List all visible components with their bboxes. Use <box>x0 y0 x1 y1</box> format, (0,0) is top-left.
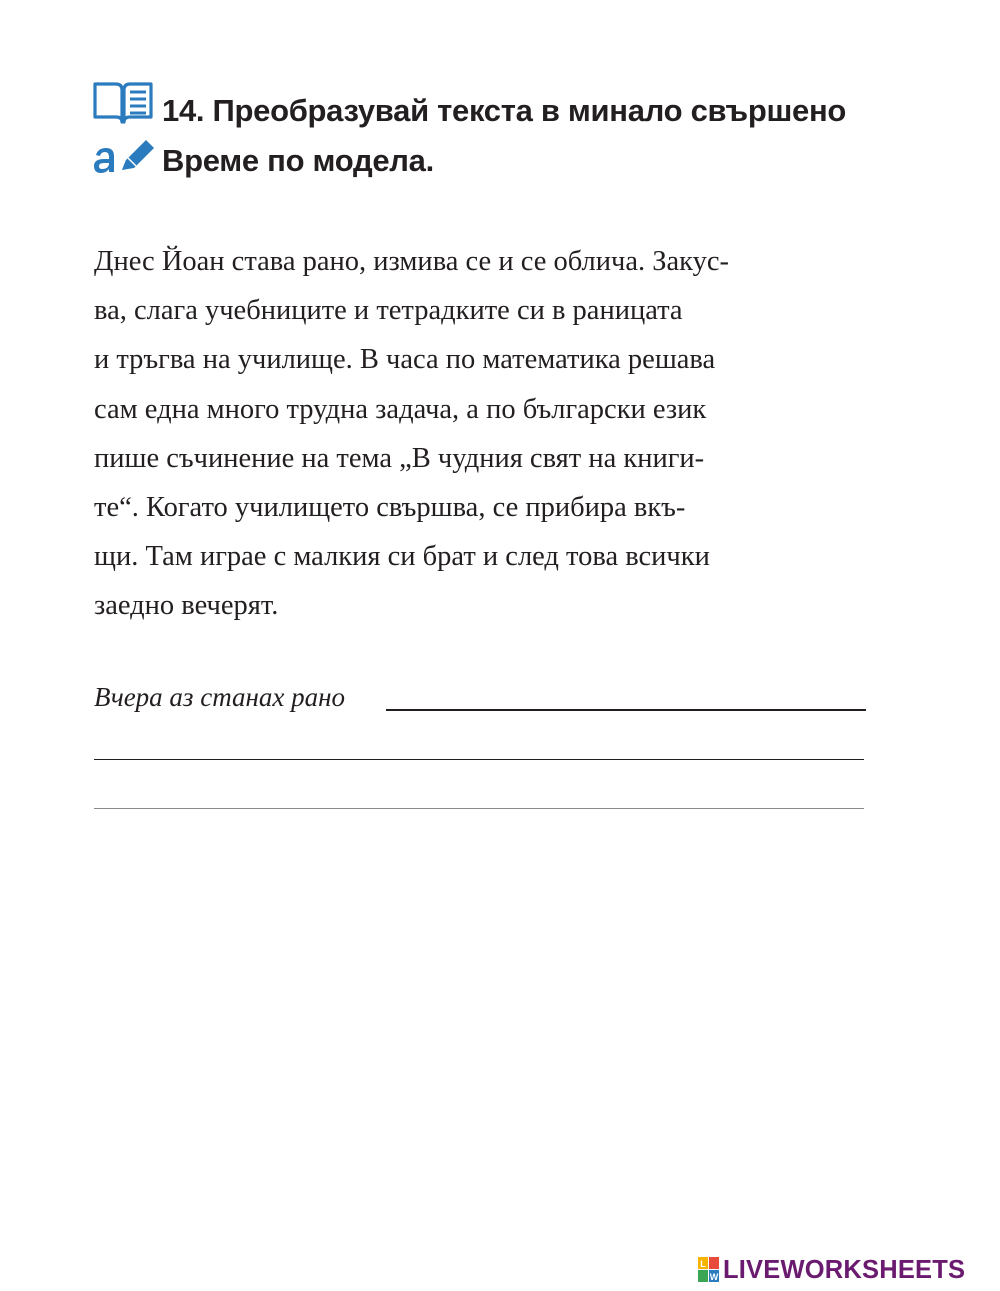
answer-input-1[interactable] <box>386 709 866 711</box>
liveworksheets-logo-icon <box>698 1257 720 1283</box>
story-line: Днес Йоан става рано, измива се и се облича. Закус- <box>94 246 729 277</box>
liveworksheets-wordmark: LIVEWORKSHEETS <box>723 1255 966 1284</box>
letter-a-icon <box>94 148 114 173</box>
story-line: сам една много трудна задача, а по български език <box>94 393 707 425</box>
story-line: щи. Там играе с малкия си брат и след това всички <box>94 541 710 573</box>
story-line: заедно вечерят. <box>94 590 279 622</box>
story-line: ва, слага учебниците и тетрадките си в раницата <box>94 295 683 327</box>
answer-area <box>94 680 864 710</box>
task-icons <box>92 80 158 190</box>
logo-letter-l: L <box>700 1259 706 1269</box>
letter-a-pencil-icon <box>92 136 158 180</box>
story-paragraph <box>94 237 864 631</box>
answer-prefix: Вчера аз станах рано <box>94 682 346 712</box>
story-line: те“. Когато училището свършва, се прибира вкъ- <box>94 492 686 524</box>
answer-row-1 <box>94 680 864 710</box>
liveworksheets-brand <box>698 1254 965 1286</box>
task-title-line-2: Време по модела. <box>162 143 434 178</box>
story-line: и тръгва на училище. В часа по математика решава <box>94 344 716 376</box>
answer-input-3[interactable] <box>94 808 864 809</box>
answer-input-2[interactable] <box>94 759 864 760</box>
task-title-line-1: 14. Преобразувай текста в минало свършено <box>162 93 847 128</box>
logo-letter-w: W <box>709 1272 719 1282</box>
story-line: пише съчинение на тема „В чудния свят на книги- <box>94 442 705 474</box>
task-title <box>162 86 846 186</box>
open-book-icon <box>92 80 154 124</box>
pencil-icon <box>122 140 154 170</box>
